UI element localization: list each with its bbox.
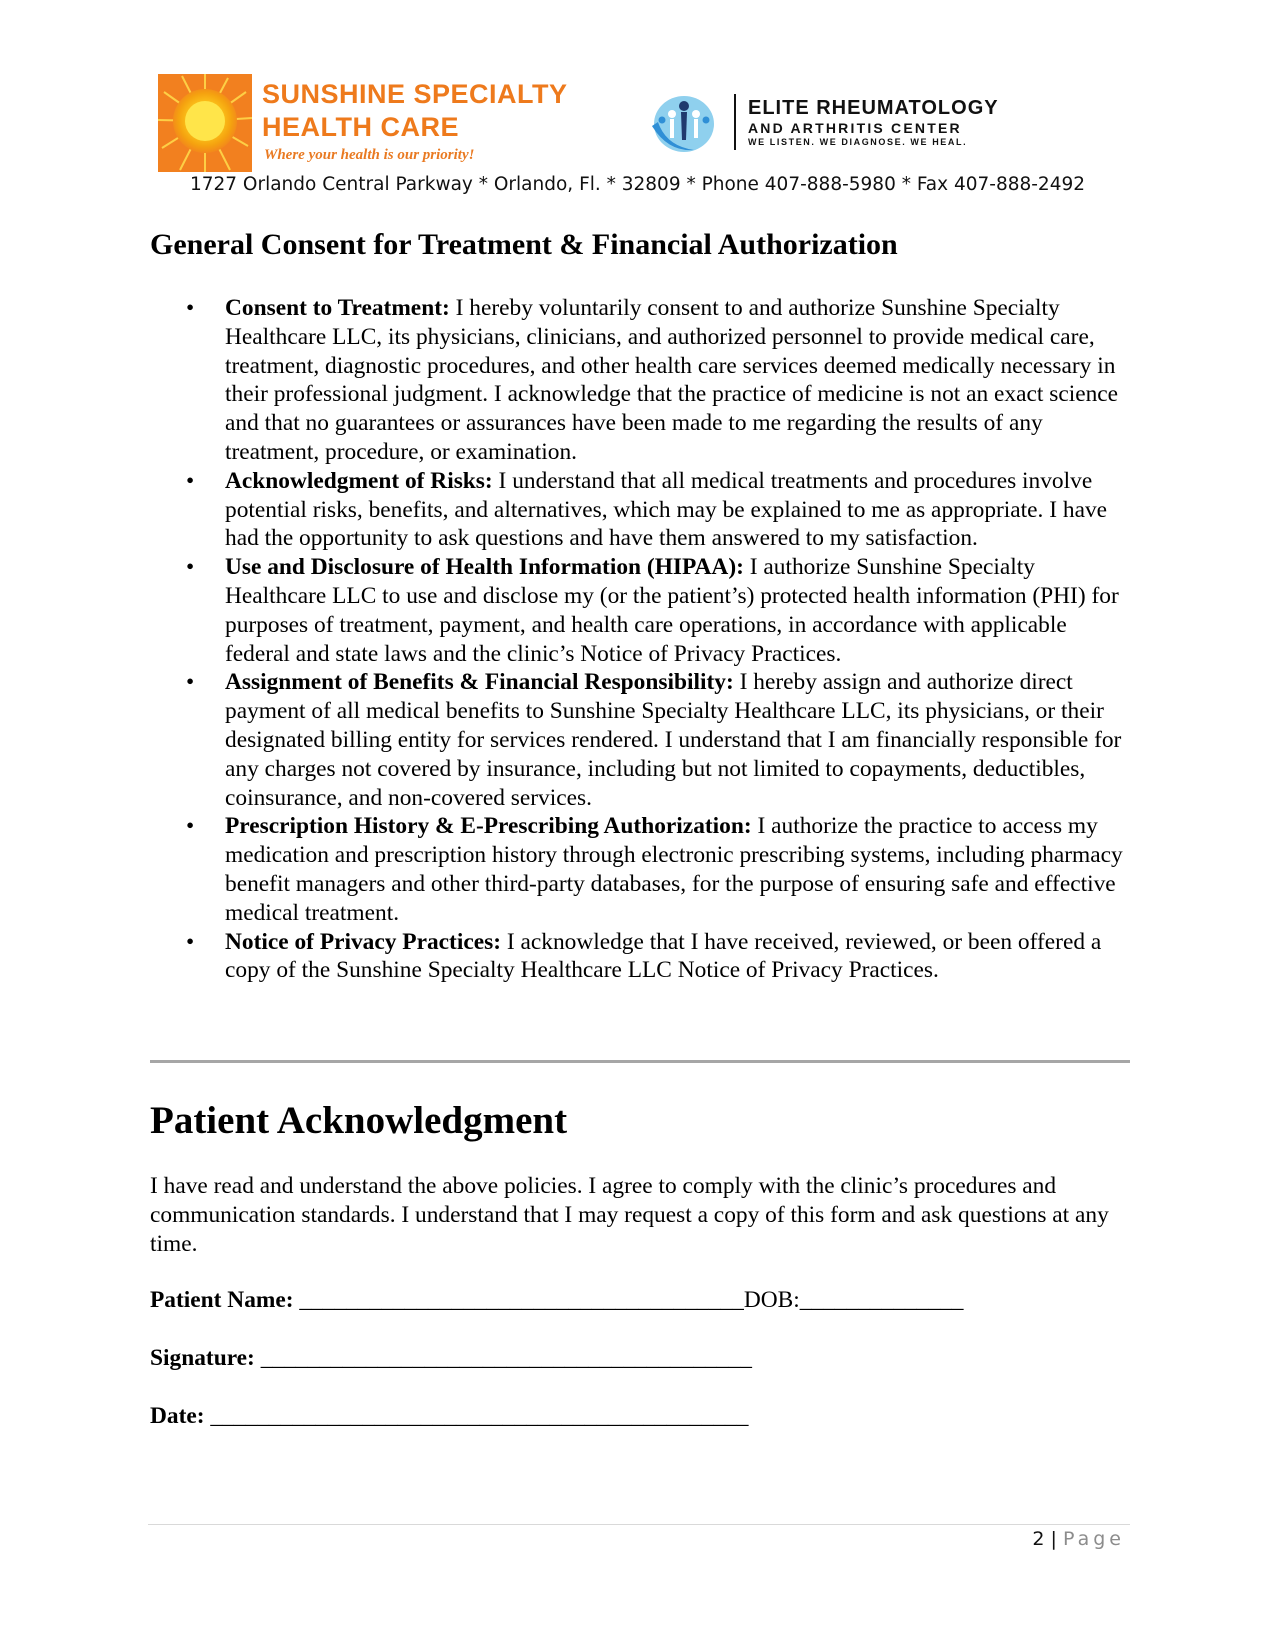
bullet: •	[186, 554, 195, 581]
bullet: •	[186, 295, 195, 321]
elite-name-line2: AND ARTHRITIS CENTER	[748, 120, 962, 136]
item-text: I authorize the practice to access my medication and prescription history through electronic prescribing systems, including pharmacy benefit managers and other third-party databases, for the purpose of ensuring safe and effective medical treatment.	[225, 813, 1123, 926]
page-word: Page	[1063, 1528, 1125, 1550]
patient-name-label: Patient Name:	[150, 1287, 294, 1313]
date-row	[150, 1403, 748, 1430]
item-text: I hereby assign and authorize direct payment of all medical benefits to Sunshine Specialty Healthcare LLC, its physicians, or their designated billing entity for services rendered. I understand that I am financially responsible for any charges not covered by insurance, including but not limited to copayments, deductibles, coinsurance, and non-covered services.	[225, 669, 1122, 811]
section-divider	[150, 1060, 1130, 1063]
sunshine-logo	[158, 74, 588, 172]
date-label: Date:	[150, 1403, 205, 1429]
list-item	[150, 294, 1130, 467]
list-item	[150, 928, 1130, 986]
signature-row	[150, 1345, 752, 1372]
elite-name-line1: ELITE RHEUMATOLOGY	[748, 97, 999, 119]
item-text: I hereby voluntarily consent to and authorize Sunshine Specialty Healthcare LLC, its physicians, clinicians, and authorized personnel to provide medical care, treatment, diagnostic procedures, and other health care services deemed medically necessary in their professional judgment. I acknowledge that the practice of medicine is not an exact science and that no guarantees or assurances have been made to me regarding the results of any treatment, procedure, or examination.	[225, 295, 1119, 465]
patient-name-field[interactable]: ______________________________________	[293, 1287, 744, 1313]
footer-divider	[148, 1524, 1130, 1525]
bullet: •	[186, 813, 195, 840]
list-item	[150, 812, 1130, 927]
item-heading: Use and Disclosure of Health Information (HIPAA):	[225, 554, 744, 581]
item-heading: Assignment of Benefits & Financial Responsibility:	[225, 669, 734, 696]
sunshine-name-line1: SUNSHINE SPECIALTY	[262, 79, 568, 109]
list-item	[150, 467, 1130, 553]
item-text: I acknowledge that I have received, reviewed, or been offered a copy of the Sunshine Specialty Healthcare LLC Notice of Privacy Practices.	[225, 928, 1102, 984]
bullet: •	[186, 669, 195, 696]
page-number-value: 2	[1032, 1528, 1045, 1550]
page-number	[1032, 1528, 1125, 1550]
item-text: I understand that all medical treatments and procedures involve potential risks, benefits, and alternatives, which may be explained to me as appropriate. I have had the opportunity to ask questions and have them answered to my satisfaction.	[225, 467, 1108, 552]
acknowledgment-text: I have read and understand the above policies. I agree to comply with the clinic’s procedures and communication standards. I understand that I may request a copy of this form and ask questions at any time.	[150, 1173, 1109, 1257]
signature-label: Signature:	[150, 1345, 255, 1371]
elite-logo	[648, 92, 1068, 154]
item-heading: Notice of Privacy Practices:	[225, 928, 501, 955]
acknowledgment-title: Patient Acknowledgment	[150, 1099, 568, 1142]
date-field[interactable]: ______________________________________________	[204, 1403, 749, 1429]
bullet: •	[186, 467, 195, 494]
page-title: General Consent for Treatment & Financial Authorization	[150, 228, 898, 261]
bullet: •	[186, 928, 195, 955]
consent-list	[150, 294, 1130, 985]
elite-figures-icon	[648, 92, 720, 152]
elite-motto: WE LISTEN. WE DIAGNOSE. WE HEAL.	[748, 137, 968, 147]
dob-label: DOB:	[743, 1287, 800, 1313]
sunshine-brand-name	[262, 78, 568, 144]
list-item	[150, 668, 1130, 812]
signature-field[interactable]: __________________________________________	[254, 1345, 752, 1371]
item-heading: Prescription History & E-Prescribing Authorization:	[225, 813, 752, 840]
item-heading: Acknowledgment of Risks:	[225, 467, 493, 494]
patient-name-row	[150, 1287, 963, 1314]
item-heading: Consent to Treatment:	[225, 295, 450, 321]
sun-icon	[158, 74, 252, 172]
clinic-address: 1727 Orlando Central Parkway * Orlando, Fl. * 32809 * Phone 407-888-5980 * Fax 407-888-2492	[189, 174, 1086, 195]
page-number-separator: |	[1044, 1528, 1063, 1550]
dob-field[interactable]: ______________	[799, 1287, 964, 1313]
item-text: I authorize Sunshine Specialty Healthcare LLC to use and disclose my (or the patient’s) protected health information (PHI) for purposes of treatment, payment, and health care operations, in accordance with applicable federal and state laws and the clinic’s Notice of Privacy Practices.	[225, 554, 1119, 667]
sunshine-tagline: Where your health is our priority!	[264, 147, 475, 163]
sunshine-name-line2: HEALTH CARE	[262, 112, 459, 142]
list-item	[150, 553, 1130, 668]
elite-divider	[734, 94, 736, 150]
